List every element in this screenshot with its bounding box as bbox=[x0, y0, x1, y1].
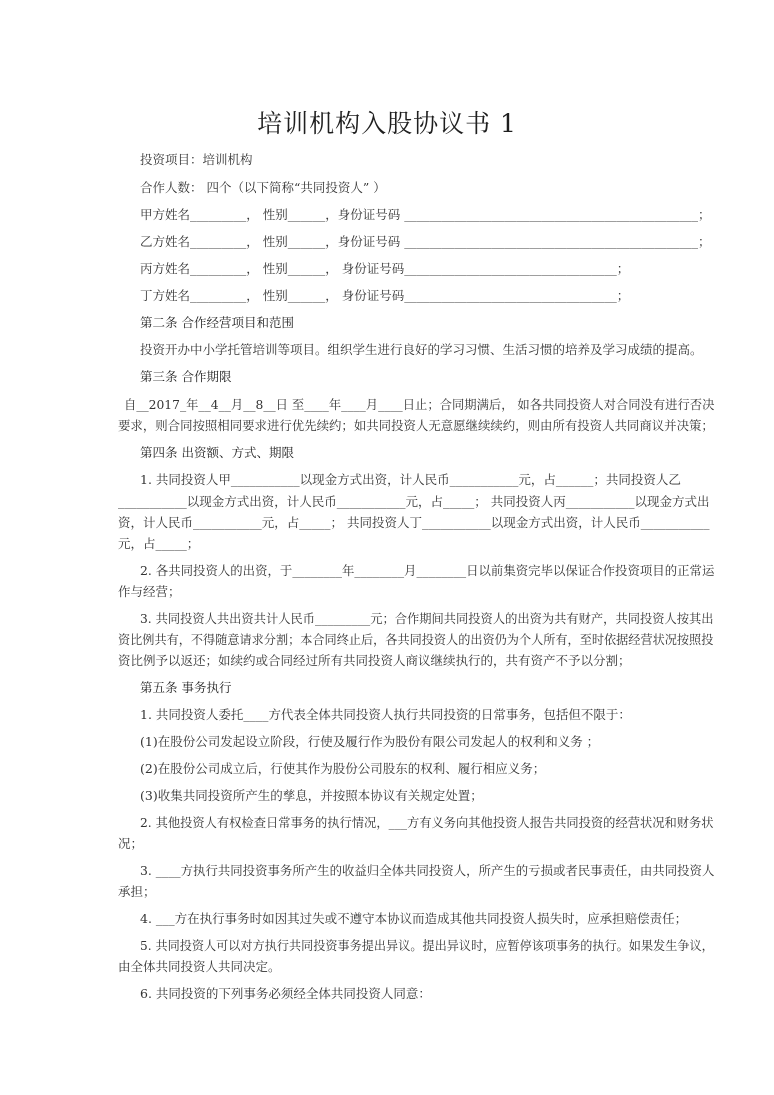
article-4-heading: 第四条 出资额、方式、期限 bbox=[140, 445, 294, 460]
article-2-body: 投资开办中小学托管培训等项目。组织学生进行良好的学习习惯、生活习惯的培养及学习成绩的提高。 bbox=[140, 342, 703, 357]
article-4-clause-2-line-1: 2. 各共同投资人的出资，于________年________月________日以前集资完毕以保证合作投资项目的正常运 bbox=[140, 563, 715, 578]
article-5-clause-1: 1. 共同投资人委托____方代表全体共同投资人执行共同投资的日常事务，包括但不限于： bbox=[140, 707, 631, 722]
article-5-clause-3-line-2: 承担； bbox=[118, 884, 156, 899]
article-4-clause-2-line-2: 作与经营； bbox=[118, 584, 181, 599]
party-c-line: 丙方姓名_________， 性别______， 身份证号码__________________________________； bbox=[140, 261, 630, 276]
article-3-body-line-2: 要求，则合同按照相同要求进行优先续约；如共同投资人无意愿继续续约，则由所有投资人共同商议并决策； bbox=[118, 418, 714, 433]
article-3-body-line-1: 自__2017_年__4__月__8__日 至____年____月____日止；合同期满后， 如各共同投资人对合同没有进行否决 bbox=[124, 397, 715, 412]
article-5-item-1: (1)在股份公司发起设立阶段，行使及履行作为股份有限公司发起人的权利和义务 ； bbox=[140, 734, 600, 749]
investment-project-line: 投资项目：培训机构 bbox=[140, 152, 253, 167]
article-3-heading: 第三条 合作期限 bbox=[140, 369, 232, 384]
article-5-item-2: (2)在股份公司成立后，行使其作为股份公司股东的权利、履行相应义务； bbox=[140, 761, 546, 776]
article-5-clause-6: 6. 共同投资的下列事务必须经全体共同投资人同意： bbox=[140, 986, 431, 1001]
article-5-item-3: (3)收集共同投资所产生的孳息，并按照本协议有关规定处置； bbox=[140, 788, 483, 803]
article-2-heading: 第二条 合作经营项目和范围 bbox=[140, 315, 294, 330]
article-4-clause-3-line-2: 资比例共有，不得随意请求分割；本合同终止后，各共同投资人的出资仍为个人所有，至时依据经营状况按照投 bbox=[118, 632, 714, 647]
article-4-clause-1-line-1: 1. 共同投资人甲___________以现金方式出资，计人民币___________元，占______；共同投资人乙 bbox=[140, 472, 681, 487]
article-4-clause-1-line-2: ___________以现金方式出资，计人民币___________元，占_____； 共同投资人丙___________以现金方式出 bbox=[118, 494, 710, 509]
party-b-line: 乙方姓名_________， 性别______，身份证号码 _______________________________________________； bbox=[140, 234, 711, 249]
article-5-clause-5-line-2: 由全体共同投资人共同决定。 bbox=[118, 959, 281, 974]
article-5-clause-5-line-1: 5. 共同投资人可以对方执行共同投资事务提出异议。提出异议时，应暂停该项事务的执行。如果发生争议， bbox=[140, 938, 714, 953]
article-5-heading: 第五条 事务执行 bbox=[140, 680, 232, 695]
party-a-line: 甲方姓名_________， 性别______，身份证号码 _______________________________________________； bbox=[140, 207, 711, 222]
article-5-clause-4: 4. ___方在执行事务时如因其过失或不遵守本协议而造成其他共同投资人损失时，应承担赔偿责任； bbox=[140, 911, 688, 926]
article-5-clause-3-line-1: 3. ____方执行共同投资事务所产生的收益归全体共同投资人，所产生的亏损或者民事责任，由共同投资人 bbox=[140, 863, 715, 878]
article-5-clause-2-line-2: 况； bbox=[118, 836, 144, 851]
document-title: 培训机构入股协议书 1 bbox=[257, 109, 517, 138]
article-4-clause-3-line-1: 3. 共同投资人共出资共计人民币_________元；合作期间共同投资人的出资为共有财产，共同投资人按其出 bbox=[140, 611, 714, 626]
partner-count-line: 合作人数： 四个（以下简称“共同投资人” ） bbox=[140, 180, 386, 195]
article-4-clause-3-line-3: 资比例予以返还；如续约或合同经过所有共同投资人商议继续执行的，共有资产不予以分割； bbox=[118, 653, 631, 668]
article-4-clause-1-line-3: 资，计人民币___________元，占_____； 共同投资人丁___________以现金方式出资，计人民币___________ bbox=[118, 515, 710, 530]
article-4-clause-1-line-4: 元，占_____； bbox=[118, 536, 200, 551]
article-5-clause-2-line-1: 2. 其他投资人有权检查日常事务的执行情况，___方有义务向其他投资人报告共同投资的经营状况和财务状 bbox=[140, 815, 714, 830]
party-d-line: 丁方姓名_________， 性别______， 身份证号码__________________________________； bbox=[140, 288, 630, 303]
